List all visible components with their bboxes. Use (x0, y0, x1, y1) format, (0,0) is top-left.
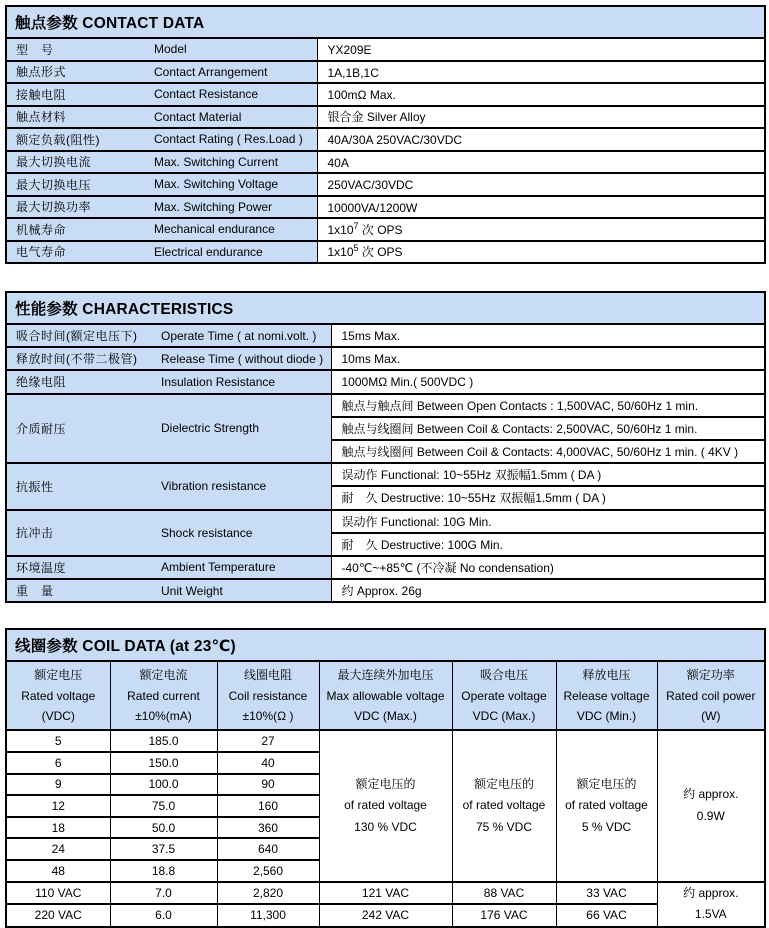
value-cell (317, 83, 765, 106)
value-cell (317, 38, 765, 61)
label-en: Dielectric Strength (161, 421, 260, 436)
table-title-row (6, 629, 765, 661)
ac-coil-power-merged-cell: 约 approx. 1.5VA (657, 882, 765, 927)
header-coil-resistance: 线圈电阻 Coil resistance ±10%(Ω ) (217, 661, 319, 730)
table-row (6, 370, 765, 393)
label-cell (6, 324, 331, 347)
value-cell (317, 106, 765, 129)
value-cell: 约 Approx. 26g (331, 579, 765, 602)
coil-row (6, 730, 765, 752)
value-text: 250VAC/30VDC (327, 178, 414, 193)
header-operate-voltage: 吸合电压 Operate voltage VDC (Max.) (452, 661, 556, 730)
coil-row: 220 VAC 6.0 11,300 242 VAC 176 VAC 66 VAC (6, 904, 765, 927)
coil-power-merged-cell: 约 approx. 0.9W (657, 730, 765, 881)
label-en: Ambient Temperature (161, 560, 276, 575)
value-cell: 15ms Max. (331, 324, 765, 347)
table-row (6, 38, 765, 61)
value-text: 40A (327, 155, 349, 170)
coil-row: 12 75.0 160 (6, 795, 765, 817)
label-cn: 机械寿命 (16, 222, 67, 237)
current-cell: 185.0 (110, 730, 217, 752)
value-cell: 10ms Max. (331, 347, 765, 370)
label-cell (6, 61, 317, 84)
table-row (6, 83, 765, 106)
characteristics-table (5, 291, 766, 603)
label-cn: 最大切换电流 (16, 155, 92, 170)
value-cell: 1000MΩ Min.( 500VDC ) (331, 370, 765, 393)
label-en: Insulation Resistance (161, 374, 276, 389)
label-en: Electrical endurance (154, 244, 263, 259)
coil-row: 9 100.0 90 (6, 774, 765, 796)
label-cn: 吸合时间(额定电压下) (16, 329, 138, 344)
label-en: Model (154, 42, 187, 57)
table-row (6, 324, 765, 347)
label-cell (6, 38, 317, 61)
label-cell (6, 579, 331, 602)
table-title-row (6, 6, 765, 38)
label-cell (6, 151, 317, 174)
label-cn: 抗振性 (16, 479, 54, 494)
table-row (6, 463, 765, 486)
label-cn: 触点材料 (16, 110, 67, 125)
label-cell (6, 241, 317, 264)
label-cell (6, 173, 317, 196)
header-max-allowable-voltage: 最大连续外加电压 Max allowable voltage VDC (Max.) (319, 661, 452, 730)
label-cn: 额定负载(阻性) (16, 132, 100, 147)
value-text: 100mΩ Max. (327, 88, 396, 103)
table-row (6, 241, 765, 264)
coil-row: 18 50.0 360 (6, 817, 765, 839)
label-cn: 接触电阻 (16, 87, 67, 102)
value-cell: 误动作 Functional: 10~55Hz 双振幅1.5mm ( DA ) (331, 463, 765, 486)
label-en: Max. Switching Power (154, 199, 273, 214)
coil-data-title: 线圈参数 COIL DATA (at 23℃) (6, 629, 765, 661)
header-rated-current: 额定电流 Rated current ±10%(mA) (110, 661, 217, 730)
label-cn: 电气寿命 (16, 245, 67, 260)
value-text: 40A/30A 250VAC/30VDC (327, 133, 463, 148)
value-text: 1A,1B,1C (327, 65, 379, 80)
value-post: 次 OPS (358, 222, 403, 237)
header-release-voltage: 释放电压 Release voltage VDC (Min.) (556, 661, 657, 730)
coil-header-row (6, 661, 765, 730)
voltage-cell: 5 (6, 730, 110, 752)
label-cn: 触点形式 (16, 65, 67, 80)
release-voltage-merged-cell: 额定电压的 of rated voltage 5 % VDC (556, 730, 657, 881)
label-en: Mechanical endurance (154, 222, 275, 237)
label-en: Contact Material (154, 109, 242, 124)
label-cell (6, 83, 317, 106)
header-rated-coil-power: 额定功率 Rated coil power (W) (657, 661, 765, 730)
label-cell (6, 556, 331, 579)
label-cell (6, 463, 331, 509)
table-gap (5, 603, 764, 628)
value-text: YX209E (327, 43, 372, 58)
header-rated-voltage: 额定电压 Rated voltage (VDC) (6, 661, 110, 730)
table-row (6, 347, 765, 370)
label-cn: 介质耐压 (16, 421, 67, 436)
label-en: Unit Weight (161, 583, 223, 598)
table-row (6, 579, 765, 602)
label-cn: 抗冲击 (16, 526, 54, 541)
label-en: Release Time ( without diode ) (161, 351, 324, 366)
value-text: 1x10 (327, 222, 354, 237)
contact-data-title: 触点参数 CONTACT DATA (6, 6, 765, 38)
label-cn: 最大切换功率 (16, 200, 92, 215)
label-cell (6, 106, 317, 129)
value-cell: -40℃~+85℃ (不冷凝 No condensation) (331, 556, 765, 579)
value-cell (317, 151, 765, 174)
value-text: 1x10 (327, 245, 354, 260)
value-sup: 7 (353, 220, 359, 231)
coil-data-table (5, 628, 766, 928)
table-row (6, 196, 765, 219)
table-row (6, 510, 765, 533)
label-en: Contact Arrangement (154, 64, 268, 79)
max-allowable-merged-cell: 额定电压的 of rated voltage 130 % VDC (319, 730, 452, 881)
characteristics-title: 性能参数 CHARACTERISTICS (6, 292, 765, 324)
value-cell (317, 196, 765, 219)
label-cell (6, 347, 331, 370)
label-cn: 重 量 (16, 584, 54, 599)
table-row (6, 173, 765, 196)
value-sup: 5 (353, 243, 359, 254)
table-row (6, 394, 765, 417)
value-cell (317, 128, 765, 151)
table-row (6, 128, 765, 151)
label-cell (6, 218, 317, 241)
label-en: Max. Switching Current (154, 154, 279, 169)
label-cell (6, 196, 317, 219)
label-cn: 最大切换电压 (16, 177, 92, 192)
coil-row: 110 VAC 7.0 2,820 121 VAC 88 VAC 33 VAC 约 approx. 1.5VA (6, 882, 765, 905)
label-cn: 型 号 (16, 42, 54, 57)
value-cell: 耐 久 Destructive: 10~55Hz 双振幅1.5mm ( DA ) (331, 486, 765, 509)
value-cell: 触点与线圈间 Between Coil & Contacts: 2,500VAC, 50/60Hz 1 min. (331, 417, 765, 440)
value-cell: 触点与触点间 Between Open Contacts : 1,500VAC, 50/60Hz 1 min. (331, 394, 765, 417)
table-row (6, 218, 765, 241)
value-cell (317, 218, 765, 241)
value-cell: 耐 久 Destructive: 100G Min. (331, 533, 765, 556)
label-cn: 环境温度 (16, 560, 67, 575)
label-en: Contact Resistance (154, 87, 259, 102)
value-cell: 误动作 Functional: 10G Min. (331, 510, 765, 533)
resistance-cell: 27 (217, 730, 319, 752)
table-row (6, 556, 765, 579)
table-row (6, 61, 765, 84)
value-post: 次 OPS (358, 245, 403, 260)
operate-voltage-merged-cell: 额定电压的 of rated voltage 75 % VDC (452, 730, 556, 881)
contact-data-table (5, 5, 766, 264)
coil-row: 48 18.8 2,560 (6, 860, 765, 882)
label-cn: 绝缘电阻 (16, 375, 67, 390)
label-cn: 释放时间(不带二极管) (16, 352, 138, 367)
table-row (6, 106, 765, 129)
label-cell (6, 128, 317, 151)
value-text: 银合金 Silver Alloy (327, 110, 426, 125)
value-cell: 触点与线圈间 Between Coil & Contacts: 4,000VAC, 50/60Hz 1 min. ( 4KV ) (331, 440, 765, 463)
table-gap (5, 264, 764, 291)
label-en: Vibration resistance (161, 479, 267, 494)
coil-row: 24 37.5 640 (6, 838, 765, 860)
label-en: Max. Switching Voltage (154, 177, 279, 192)
coil-row: 6 150.0 40 (6, 752, 765, 774)
label-en: Operate Time ( at nomi.volt. ) (161, 328, 317, 343)
value-text: 10000VA/1200W (327, 200, 418, 215)
value-cell (317, 61, 765, 84)
label-en: Contact Rating ( Res.Load ) (154, 132, 303, 147)
label-cell (6, 370, 331, 393)
label-cell (6, 510, 331, 556)
label-en: Shock resistance (161, 525, 253, 540)
table-title-row (6, 292, 765, 324)
table-row (6, 151, 765, 174)
value-cell (317, 173, 765, 196)
label-cell (6, 394, 331, 464)
value-cell (317, 241, 765, 264)
